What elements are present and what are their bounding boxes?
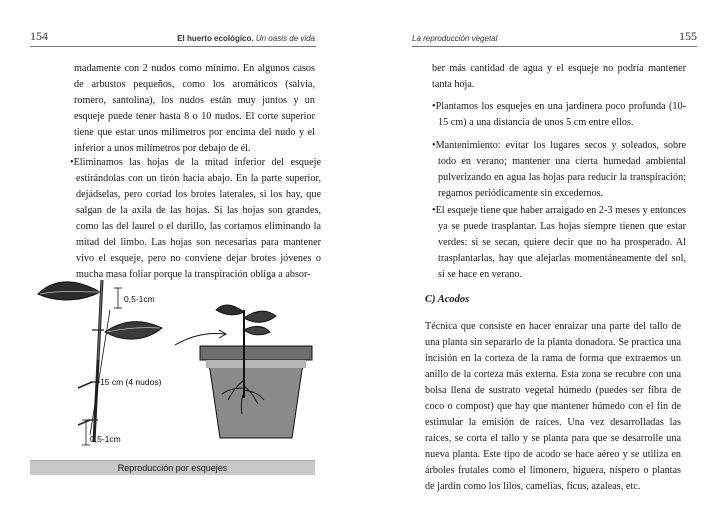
planted-leaf-right: [244, 311, 276, 322]
cutting-leaf-top: [38, 282, 100, 300]
page-number-left: 154: [30, 29, 48, 43]
cutting-illustration: [30, 270, 320, 458]
paragraph-continuation: ber más cantidad de agua y el esqueje no podría mantener tanta hoja.: [432, 63, 686, 90]
planted-leaf-left: [216, 305, 244, 315]
header-rule-right: [412, 46, 697, 47]
paragraph-acodos: Técnica que consiste en hacer enraizar una parte del tallo de una planta sin separarlo de la planta donadora. Se practica una incisión en la corteza de la rama de forma que extraemos un anillo de la corteza más externa. Esta zona se recubre con una bolsa llena de sustrato vegetal húmedo (puedes ser fibra de coco o compost) que hay que mantener húmedo con el fin de estimular la emisión de raíces. Una vez desarrolladas las raíces, se corta el tallo y se planta para que se desarrolle una nueva planta. Este tipo de acodo se hace aéreo y se utiliza en árboles frutales como el limonero, higuera, níspero o plantas de jardín como los lilos, camelias, ficus, azaleas, etc.: [425, 321, 681, 492]
right-page: [364, 0, 727, 510]
running-header-right: [412, 34, 497, 43]
header-book-subtitle: Un oasis de vida: [255, 34, 315, 43]
left-page: [0, 0, 363, 510]
header-book-title: El huerto ecológico.: [177, 34, 254, 43]
running-header-left: [177, 34, 315, 43]
figure-caption: Reproducción por esquejes: [30, 460, 315, 475]
label-top-cut: 0,5-1cm: [124, 294, 155, 304]
planted-leaf-lower: [244, 326, 270, 334]
header-chapter-title: La reproducción vegetal: [412, 34, 498, 43]
section-title-acodos: C) Acodos: [425, 294, 470, 305]
header-rule-left: [30, 46, 316, 47]
bullet-trasplante: •El esqueje tiene que haber arraigado en 2-3 meses y entonces ya se puede trasplantar. Las hojas siempre tienen que estar verdes: si se secan, quiere decir que no ha prosperado. Al trasplantarlas, hay que alejarlas momentáneamente del sol, si se hace en verano.: [432, 205, 686, 280]
pot-rim: [200, 346, 312, 360]
paragraph-esquejes-nudos: madamente con 2 nudos como mínimo. En algunos casos de arbustos pequeños, como los aromáticos (salvia, romero, santolina), los nudos están muy juntos y un esqueje puede tener hasta 8 o 10 nudos. El corte superior tiene que estar unos milímetros por encima del nudo y el inferior a unos milímetros por debajo de él.: [74, 63, 315, 154]
label-cutting-length: 15 cm (4 nudos): [100, 377, 162, 387]
bullet-plantar-esquejes: •Plantamos los esquejes en una jardinera poco profunda (10-15 cm) a una distancia de unos 5 cm entre ellos.: [432, 101, 686, 128]
label-bottom-cut: 0,5-1cm: [90, 434, 121, 444]
page-number-right: 155: [679, 29, 697, 43]
arrow-icon: [175, 333, 225, 345]
bullet-mantenimiento: •Mantenimiento: evitar los lugares secos y soleados, sobre todo en verano; mantener una cierta humedad ambiental pulverizando en agua las hojas para reducir la transpiración; regamos periódicamente sin excedernos.: [432, 140, 686, 199]
bullet-eliminar-hojas: •Eliminamos las hojas de la mitad inferior del esqueje estirándolas con un tirón hacia abajo. En la parte superior, dejádselas, pero cortad los brotes laterales, si los hay, que salgan de la axila de las hojas. Si las hojas son grandes, como las del laurel o el durillo, las cortamos eliminando la mitad del limbo. Las hojas son necesarias para mantener vivo el esqueje, pero no conviene dejar brotes jóvenes o mucha masa foliar porque la transpiración obliga a absor-: [70, 157, 321, 280]
